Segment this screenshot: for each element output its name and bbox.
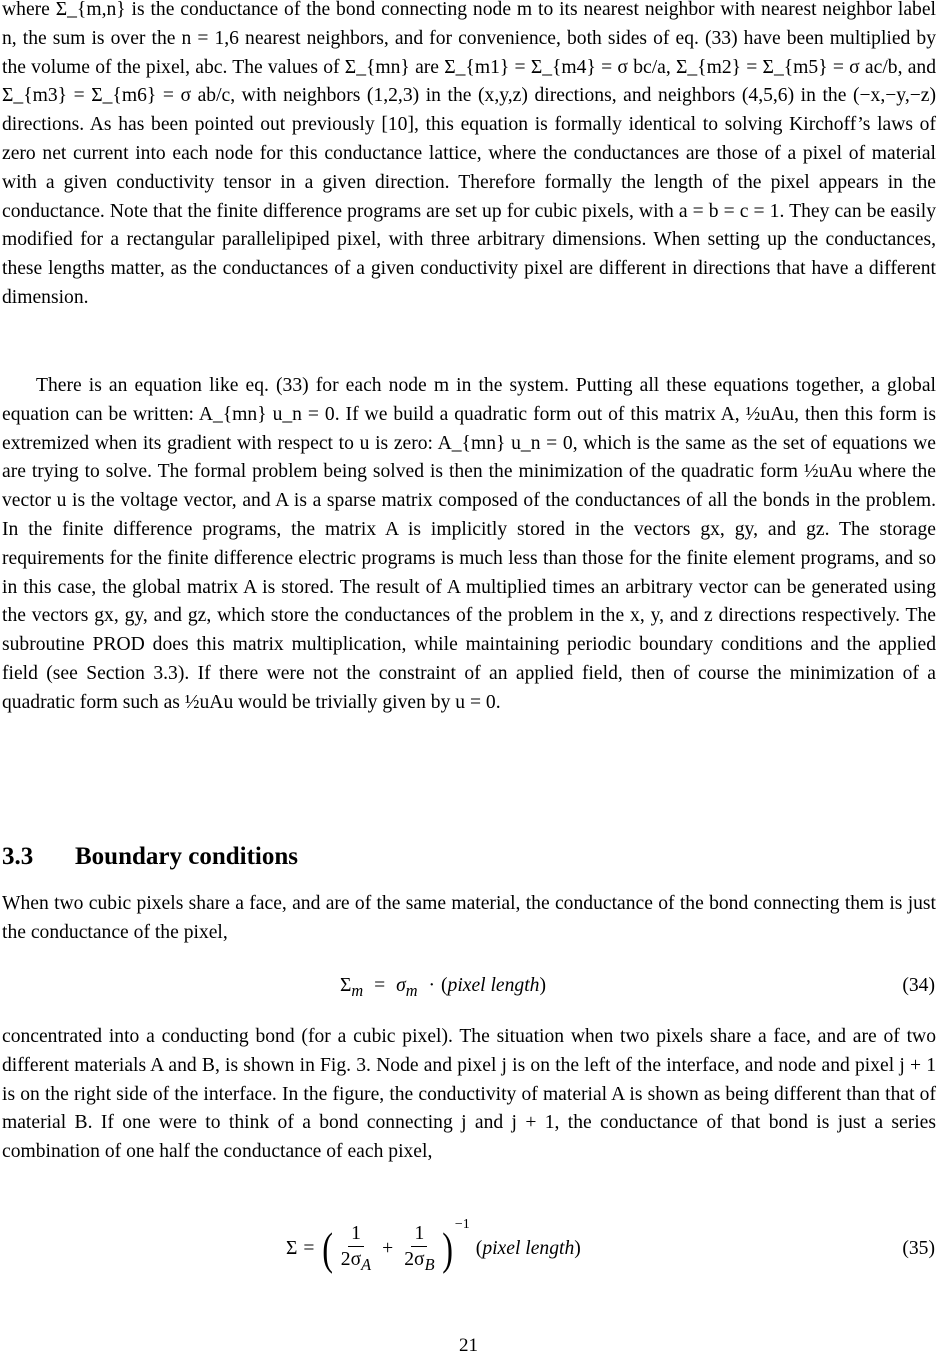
eq35-fraction-b — [401, 1221, 437, 1277]
eq35-term: pixel length — [482, 1238, 575, 1259]
eq35-fraction-a-den-subscript: A — [361, 1254, 372, 1274]
body-paragraph-2: There is an equation like eq. (33) for each node m in the system. Putting all these equations together, a global equation can be written: A_{mn} u_n = 0. If we build a quadratic form out of this matrix A, ½uAu, then this form is extremized when its gradient with respect to u is zero: A_{mn} u_n = 0, which is the same as the set of equations we are trying to solve. The formal problem being solved is then the minimization of the quadratic form ½uAu where the vector u is the voltage vector, and A is a sparse matrix composed of the conductances of all the bonds in the problem. In the finite difference programs, the matrix A is implicitly stored in the vectors gx, gy, and gz. The storage requirements for the finite difference electric programs is much less than those for the finite element programs, and so in this case, the global matrix A is stored. The result of A multiplied times an arbitrary vector can be generated using the vectors gx, gy, and gz, which store the conductances of the problem in the x, y, and z directions respectively. The subroutine PROD does this matrix multiplication, while maintaining periodic boundary conditions and the applied field (see Section 3.3). If there were not the constraint of an applied field, then of course the minimization of a quadratic form such as ½uAu would be trivially given by u = 0. — [2, 375, 936, 713]
equation-34-body — [340, 970, 546, 1007]
eq35-fraction-b-denominator — [401, 1247, 437, 1277]
body-paragraph-4: concentrated into a conducting bond (for a cubic pixel). The situation when two pixels share a face, and are of two different materials A and B, is shown in Fig. 3. Node and pixel j is on the left of the interface, and node and pixel j + 1 is on the right side of the interface. In the figure, the conductivity of material A is shown as being different than that of material B. If one were to think of a bond connecting j and j + 1, the conductance of that bond is just a series combination of one half the conductance of each pixel, — [2, 1026, 936, 1163]
eq35-fraction-a-numerator: 1 — [348, 1221, 364, 1247]
page-number: 21 — [459, 1335, 478, 1356]
eq34-lhs-subscript: m — [351, 980, 364, 1000]
eq34-paren-close: ) — [539, 975, 546, 996]
eq34-paren-open: ( — [440, 975, 448, 996]
eq35-plus: + — [382, 1238, 394, 1259]
eq34-sigma-subscript: m — [405, 980, 418, 1000]
equation-35-number: (35) — [902, 1238, 935, 1259]
eq35-exponent: −1 — [454, 1217, 470, 1232]
eq35-fraction-a-den-text: 2σ — [340, 1249, 362, 1271]
eq34-equals: = — [374, 975, 386, 996]
eq35-fraction-a — [338, 1221, 374, 1277]
equation-34 — [0, 970, 937, 1002]
eq35-paren-open: ( — [475, 1238, 483, 1259]
body-paragraph-1: where Σ_{m,n} is the conductance of the bond connecting node m to its nearest neighbor with nearest neighbor label n, the sum is over the n = 1,6 nearest neighbors, and for convenience, both sides of eq. (33) have been multiplied by the volume of the pixel, abc. The values of Σ_{mn} are Σ_{m1} = Σ_{m4} = σ bc/a, Σ_{m2} = Σ_{m5} = σ ac/b, and Σ_{m3} = Σ_{m6} = σ ab/c, with neighbors (1,2,3) in the (x,y,z) directions, and neighbors (4,5,6) in the (−x,−y,−z) directions. As has been pointed out previously [10], this equation is formally identical to solving Kirchoff’s laws of zero net current into each node for this conductance lattice, where the conductances are those of a pixel of material with a given conductivity tensor in a given direction. Therefore formally the length of the pixel appears in the conductance. Note that the finite difference programs are set up for cubic pixels, with a = b = c = 1. They can be easily modified for a rectangular parallelipiped pixel, with three arbitrary dimensions. When setting up the conductances, these lengths matter, as the conductances of a given conductivity pixel are different in directions that have a different dimension. — [2, 0, 936, 308]
eq35-fraction-b-numerator: 1 — [411, 1221, 427, 1247]
section-title: Boundary conditions — [75, 843, 298, 870]
eq34-term: pixel length — [447, 975, 540, 996]
section-number: 3.3 — [2, 843, 34, 870]
eq35-big-paren-open: ( — [322, 1223, 334, 1274]
equation-35 — [0, 1216, 937, 1282]
eq35-fraction-b-den-text: 2σ — [404, 1249, 425, 1271]
equation-34-number: (34) — [902, 975, 935, 996]
eq35-paren-close: ) — [574, 1238, 581, 1259]
eq35-big-paren-close: ) — [441, 1223, 453, 1274]
eq35-fraction-b-den-subscript: B — [424, 1254, 435, 1274]
equation-35-body — [286, 1216, 581, 1282]
eq35-equals: = — [303, 1238, 315, 1259]
section-heading — [2, 840, 298, 874]
eq34-sigma: σ — [396, 975, 406, 996]
body-paragraph-3: When two cubic pixels share a face, and are of the same material, the conductance of the bond connecting them is just the conductance of the pixel, — [2, 893, 936, 943]
eq35-fraction-a-denominator — [338, 1247, 374, 1277]
eq35-lhs: Σ — [286, 1238, 298, 1259]
eq34-dot: · — [428, 975, 435, 996]
eq34-lhs: Σ — [340, 975, 352, 996]
